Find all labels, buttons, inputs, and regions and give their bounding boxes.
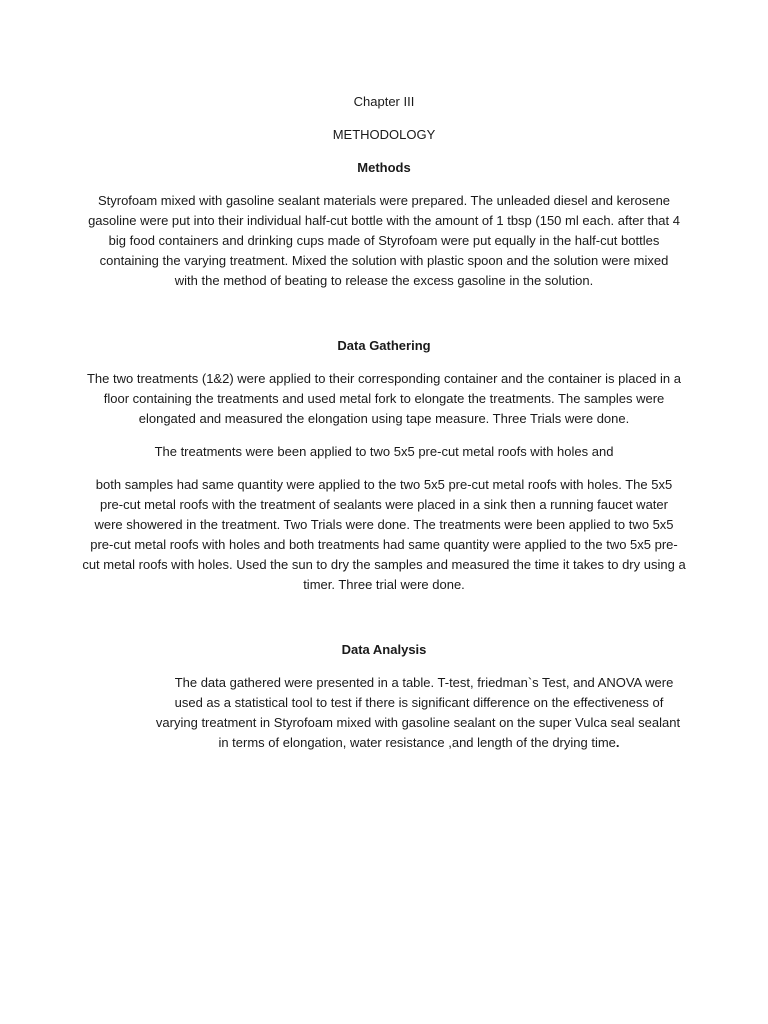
data-gathering-line: timer. Three trial were done. <box>303 577 465 592</box>
data-analysis-line: The data gathered were presented in a table. T-test, friedman`s Test, and ANOVA were <box>174 675 674 690</box>
methods-line: big food containers and drinking cups made of Styrofoam were put equally in the half-cut bottles <box>108 233 660 248</box>
data-gathering-line: elongated and measured the elongation using tape measure. Three Trials were done. <box>138 411 630 426</box>
data-analysis-line: used as a statistical tool to test if there is significant difference on the effectiveness of <box>174 695 664 710</box>
chapter-label: Chapter III <box>353 94 415 109</box>
methods-line: gasoline were put into their individual half-cut bottle with the amount of 1 tbsp (150 ml each. after that 4 <box>88 213 680 228</box>
data-gathering-line: pre-cut metal roofs with the treatment of sealants were placed in a sink then a running faucet water <box>100 497 668 512</box>
methods-line: with the method of beating to release the excess gasoline in the solution. <box>174 273 594 288</box>
methods-line: containing the varying treatment. Mixed the solution with plastic spoon and the solution were mixed <box>99 253 669 268</box>
data-analysis-line: in terms of elongation, water resistance ,and length of the drying time <box>218 735 616 750</box>
data-gathering-line: both samples had same quantity were applied to the two 5x5 pre-cut metal roofs with holes. The 5x5 <box>95 477 673 492</box>
data-gathering-heading: Data Gathering <box>337 338 431 353</box>
data-gathering-line: pre-cut metal roofs with holes and both treatments had same quantity were applied to the two 5x5 pre- <box>90 537 678 552</box>
section-title: METHODOLOGY <box>332 127 436 142</box>
methods-heading: Methods <box>357 160 411 175</box>
data-analysis-heading: Data Analysis <box>341 642 427 657</box>
methods-line: Styrofoam mixed with gasoline sealant materials were prepared. The unleaded diesel and kerosene <box>97 193 671 208</box>
data-gathering-line: The treatments were been applied to two 5x5 pre-cut metal roofs with holes and <box>154 444 614 459</box>
data-analysis-last-line <box>35 733 768 753</box>
data-gathering-line: The two treatments (1&2) were applied to their corresponding container and the container is placed in a <box>86 371 681 386</box>
data-gathering-line: floor containing the treatments and used metal fork to elongate the treatments. The samples were <box>103 391 665 406</box>
data-analysis-line: varying treatment in Styrofoam mixed with gasoline sealant on the super Vulca seal sealant <box>155 715 681 730</box>
data-gathering-line: were showered in the treatment. Two Trials were done. The treatments were been applied to two 5x5 <box>94 517 674 532</box>
data-analysis-final-period: . <box>615 735 620 750</box>
data-gathering-line: cut metal roofs with holes. Used the sun to dry the samples and measured the time it takes to dry using a <box>82 557 686 572</box>
